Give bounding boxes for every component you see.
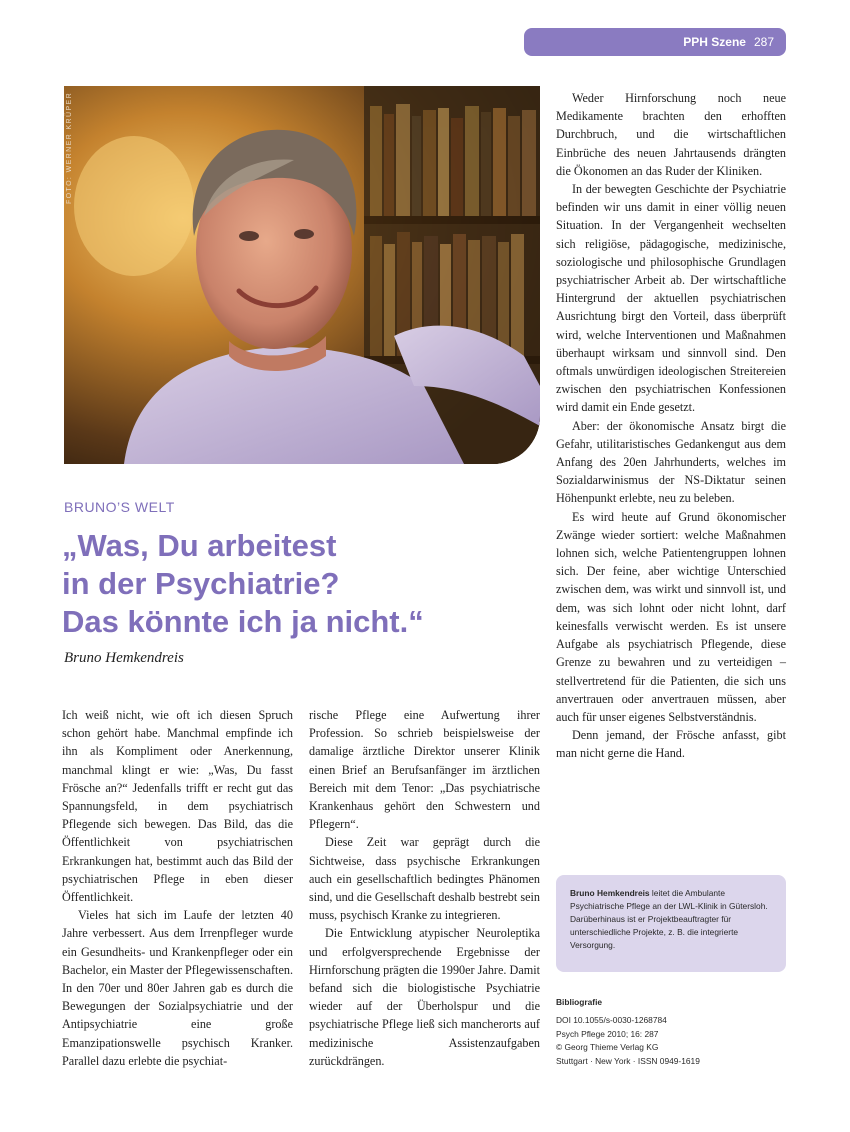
paragraph: Vieles hat sich im Laufe der letzten 40 Jahre verbessert. Aus dem Irrenpfleger wurde ein Gesundheits- und Krankenpfleger oder ein Bachelor, ein Master der Pflegewissenschaften. In den 70er und 80er Jahren gab es durch die Bewegungen der Sozialpsychiatrie und der Antipsychiatrie eine große Emanzipationswelle psychisch Kranker. Parallel dazu erlebte die psychiat- xyxy=(62,908,293,1068)
paragraph: Denn jemand, der Frösche anfasst, gibt man nicht gerne die Hand. xyxy=(556,728,786,761)
paragraph: Es wird heute auf Grund ökonomischer Zwänge wieder sortiert: welche Maßnahmen lohnen sich, welche Patientengruppen lohnen sich. Der feine, aber wichtige Unterschied zwischen dem, was wirkt und sinnvoll ist, und dem, was sich lohnt oder nicht lohnt, darf keinesfalls verwischt werden. Es ist unsere Aufgabe als psychiatrisch Pflegende, diese Grenze zu bewahren und zu verteidigen – stellvertretend für die Patienten, die sich uns anvertrauen oder anvertrauen müssen, aber auch für unser eigenes Selbstverständnis. xyxy=(556,509,786,724)
section-name: PPH Szene xyxy=(683,35,746,49)
portrait-illustration xyxy=(64,86,540,464)
paragraph: Diese Zeit war geprägt durch die Sichtweise, dass psychische Erkrankungen auch ein gesellschaftlich bedingtes Phänomen sind, und die Gesellschaft deshalb bestrebt sein muss, psychisch Kranke zu integrieren. xyxy=(309,835,540,923)
paragraph: Ich weiß nicht, wie oft ich diesen Spruch schon gehört habe. Manchmal empfinde ich ihn als Kompliment oder Anerkennung, manchmal klingt er wie: „Was, Du fasst Frösche an?“ Jedenfalls trifft er recht gut das Spannungsfeld, in dem psychiatrisch Pflegende sich bewegen. Das Bild, das die Öffentlichkeit von psychiatrischen Erkrankungen hat, bestimmt auch das Bild der psychiatrischen Pflege in eben dieser Öffentlichkeit. xyxy=(62,708,293,905)
photo-credit: FOTO: WERNER KRÜPER xyxy=(66,91,73,204)
body-column-1 xyxy=(62,706,293,1070)
page-number: 287 xyxy=(753,35,774,49)
running-header xyxy=(524,28,786,56)
doi-line: DOI 10.1055/s-0030-1268784 xyxy=(556,1015,667,1026)
article-headline xyxy=(62,527,532,641)
paragraph: Weder Hirnforschung noch neue Medikamente brachten den erhofften Durchbruch, und die wirtschaftlichen Einbrüche des neuen Jahrtausends drängten die Ökonomen an das Ruder der Kliniken. xyxy=(556,91,786,178)
paragraph: Aber: der ökonomische Ansatz birgt die Gefahr, utilitaristisches Gedankengut aus dem Anfang des 20en Jahrhunderts, welches im Sozialdarwinismus der NS-Diktatur seinen Höhenpunkt erlebte, neu zu beleben. xyxy=(556,418,786,506)
paragraph: Die Entwicklung atypischer Neuroleptika und erfolgversprechende Ergebnisse der Hirnforschung prägten die 1990er Jahre. Damit befand sich die biologistische Psychiatrie wieder auf der Überholspur und die psychiatrische Pflege ließ sich mancherorts auf medizinische Assistenzaufgaben zurückdrängen. xyxy=(309,926,540,1068)
body-column-2 xyxy=(309,706,540,1070)
bibliography xyxy=(556,996,786,1068)
headline-line: Das könnte ich ja nicht.“ xyxy=(62,604,424,639)
bibliography-heading: Bibliografie xyxy=(556,997,603,1007)
paragraph: rische Pflege eine Aufwertung ihrer Profession. So schrieb beispielsweise der damalige ärztliche Direktor unserer Klinik einen Brief an Berufsanfänger im ärztlichen Bereich mit dem Tenor: „Das psychiatrische Krankenhaus gehört den Schwestern und Pflegern“. xyxy=(309,708,540,832)
body-column-3 xyxy=(556,89,786,763)
article-author: Bruno Hemkendreis xyxy=(64,650,184,666)
paragraph: In der bewegten Geschichte der Psychiatrie befinden wir uns damit in einer völlig neuen Situation. In der Vergangenheit wechselten sich religiöse, pädagogische, medizinische, soziologische und philosophische Grundlagen psychiatrischer Arbeit ab. Der wirtschaftliche Hintergrund der aktuellen psychiatrischen Ausrichtung birgt den Vorteil, dass überprüft wird, welche Interventionen und Maßnahmen überhaupt wirksam und sinnvoll sind. Den oftmals unwürdigen ideologischen Streitereien zwischen den psychiatrischen Konfessionen wird damit ein Ende gesetzt. xyxy=(556,182,786,415)
headline-line: in der Psychiatrie? xyxy=(62,566,340,601)
author-photo xyxy=(64,86,540,464)
section-kicker: BRUNO’S WELT xyxy=(64,499,175,515)
headline-line: „Was, Du arbeitest xyxy=(62,528,337,563)
author-bio-box xyxy=(556,875,786,972)
bio-text: leitet die Ambulante Psychiatrische Pflege an der LWL-Klinik in Gütersloh. Darüberhinaus ist er Projektbeauftragter für unterschiedliche Projekte, z. B. die integrierte Versorgung. xyxy=(570,888,768,950)
citation-line: Psych Pflege 2010; 16: 287 xyxy=(556,1028,659,1039)
bio-name: Bruno Hemkendreis xyxy=(570,888,650,898)
issn-line: Stuttgart · New York · ISSN 0949-1619 xyxy=(556,1055,700,1066)
publisher-line: © Georg Thieme Verlag KG xyxy=(556,1042,659,1053)
